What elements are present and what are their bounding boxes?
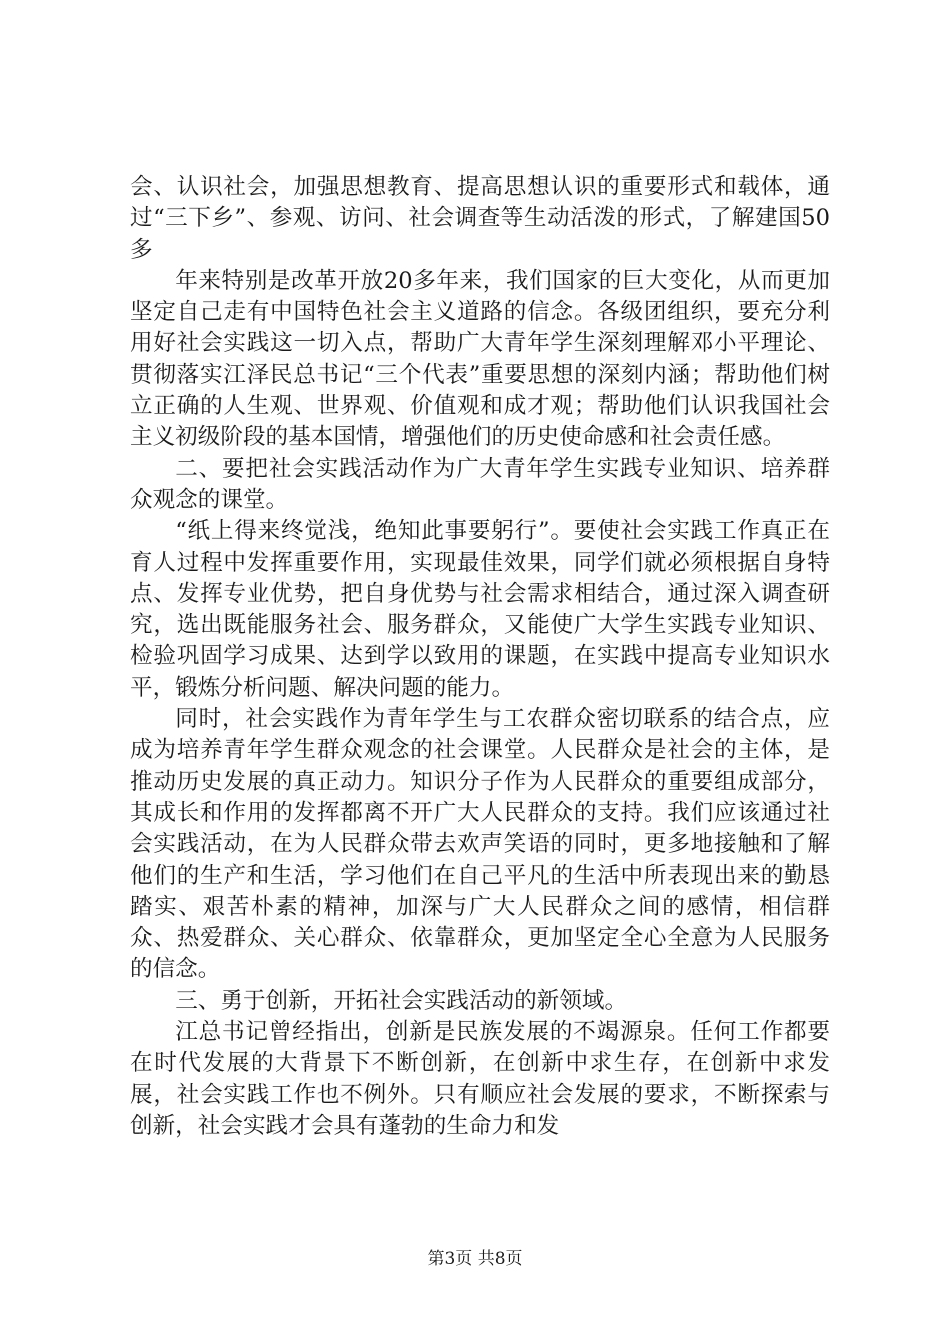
paragraph-3: “纸上得来终觉浅，绝知此事要躬行”。要使社会实践工作真正在育人过程中发挥重要作用，实现最佳效果，同学们就必须根据自身特点、发挥专业优势，把自身优势与社会需求相结合，通过深入调查研究，选出既能服务社会、服务群众，又能使广大学生实践专业知识、检验巩固学习成果、达到学以致用的课题，在实践中提高专业知识水平，锻炼分析问题、解决问题的能力。 <box>130 518 830 701</box>
paragraph-1: 会、认识社会，加强思想教育、提高思想认识的重要形式和载体，通过“三下乡”、参观、访问、社会调查等生动活泼的形式，了解建国50多 <box>130 174 830 263</box>
section-heading-3: 三、勇于创新，开拓社会实践活动的新领域。 <box>175 987 628 1014</box>
paragraph-5: 江总书记曾经指出，创新是民族发展的不竭源泉。任何工作都要在时代发展的大背景下不断创新，在创新中求生存，在创新中求发展，社会实践工作也不例外。只有顺应社会发展的要求，不断探索与创新，社会实践才会具有蓬勃的生命力和发 <box>130 1019 830 1139</box>
paragraph-2: 年来特别是改革开放20多年来，我们国家的巨大变化，从而更加坚定自己走有中国特色社会主义道路的信念。各级团组织，要充分利用好社会实践这一切入点，帮助广大青年学生深刻理解邓小平理论、贯彻落实江泽民总书记“三个代表”重要思想的深刻内涵；帮助他们树立正确的人生观、世界观、价值观和成才观；帮助他们认识我国社会主义初级阶段的基本国情，增强他们的历史使命感和社会责任感。 <box>130 267 830 451</box>
paragraph-4: 同时，社会实践作为青年学生与工农群众密切联系的结合点，应成为培养青年学生群众观念的社会课堂。人民群众是社会的主体，是推动历史发展的真正动力。知识分子作为人民群众的重要组成部分，其成长和作用的发挥都离不开广大人民群众的支持。我们应该通过社会实践活动，在为人民群众带去欢声笑语的同时，更多地接触和了解他们的生产和生活，学习他们在自己平凡的生活中所表现出来的勤恳踏实、艰苦朴素的精神，加深与广大人民群众之间的感情，相信群众、热爱群众、关心群众、依靠群众，更加坚定全心全意为人民服务的信念。 <box>130 706 830 983</box>
section-heading-2: 二、要把社会实践活动作为广大青年学生实践专业知识、培养群众观念的课堂。 <box>130 455 830 513</box>
page-footer: 第3页 共8页 <box>427 1249 523 1269</box>
document-body <box>130 172 830 1142</box>
